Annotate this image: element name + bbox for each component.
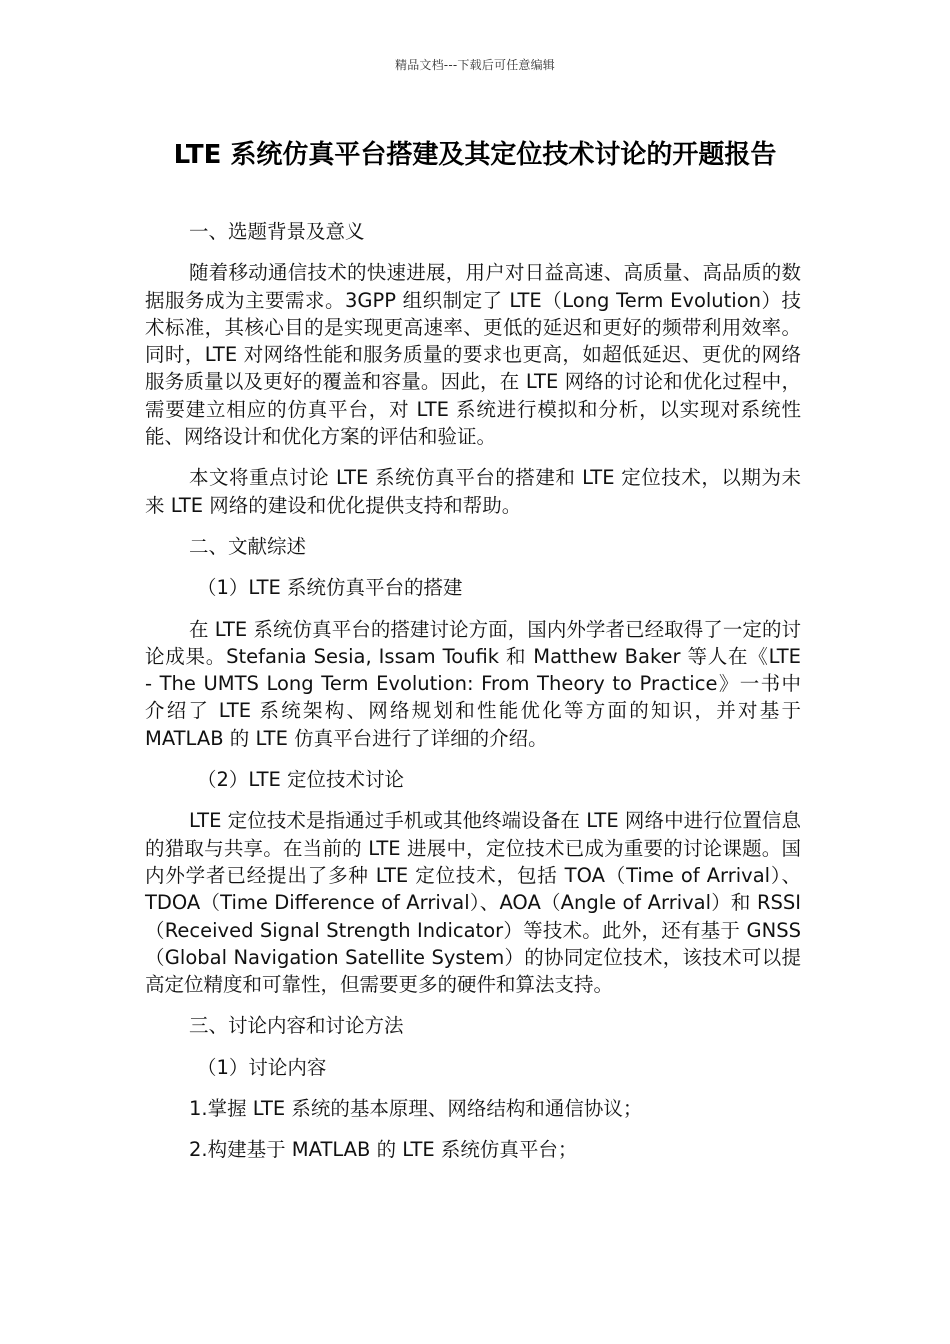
subheading-platform: （1）LTE 系统仿真平台的搭建	[197, 576, 463, 600]
section-heading-background: 一、选题背景及意义	[189, 220, 365, 243]
paragraph-platform: 在 LTE 系统仿真平台的搭建讨论方面，国内外学者已经取得了一定的讨论成果。Stefania Sesia, Issam Toufik 和 Matthew Baker 等人在《LTE - The UMTS Long Term Evolution: From Theory to Practice》一书中介绍了 LTE 系统架构、网络规划和性能优化等方面的知识，并对基于 MATLAB 的 LTE 仿真平台进行了详细的介绍。	[145, 617, 801, 750]
paragraph-positioning: LTE 定位技术是指通过手机或其他终端设备在 LTE 网络中进行位置信息的猎取与共享。在当前的 LTE 进展中，定位技术已成为重要的讨论课题。国内外学者已经提出了多种 LTE 定位技术，包括 TOA（Time of Arrival）、TDOA（Time Difference of Arrival）、AOA（Angle of Arrival）和 RSSI（Received Signal Strength Indicator）等技术。此外，还有基于 GNSS（Global Navigation Satellite System）的协同定位技术，该技术可以提高定位精度和可靠性，但需要更多的硬件和算法支持。	[145, 809, 801, 997]
list-item-2: 2.构建基于 MATLAB 的 LTE 系统仿真平台；	[189, 1138, 578, 1162]
watermark-text: 精品文档---下载后可任意编辑	[395, 58, 555, 72]
paragraph-background: 随着移动通信技术的快速进展，用户对日益高速、高质量、高品质的数据服务成为主要需求。3GPP 组织制定了 LTE（Long Term Evolution）技术标准，其核心目的是实现更高速率、更低的延迟和更好的频带利用效率。同时，LTE 对网络性能和服务质量的要求也更高，如超低延迟、更优的网络服务质量以及更好的覆盖和容量。因此，在 LTE 网络的讨论和优化过程中，需要建立相应的仿真平台，对 LTE 系统进行模拟和分析，以实现对系统性能、网络设计和优化方案的评估和验证。	[145, 261, 801, 449]
subheading-content: （1）讨论内容	[197, 1055, 327, 1079]
section-heading-literature: 二、文献综述	[189, 534, 307, 558]
list-item-1: 1.掌握 LTE 系统的基本原理、网络结构和通信协议；	[189, 1097, 643, 1121]
section-heading-methods: 三、讨论内容和讨论方法	[189, 1014, 404, 1038]
document-body	[145, 218, 801, 1178]
paragraph-purpose: 本文将重点讨论 LTE 系统仿真平台的搭建和 LTE 定位技术，以期为未来 LTE 网络的建设和优化提供支持和帮助。	[145, 466, 801, 517]
subheading-positioning: （2）LTE 定位技术讨论	[197, 768, 405, 792]
document-title: LTE 系统仿真平台搭建及其定位技术讨论的开题报告	[173, 140, 777, 170]
